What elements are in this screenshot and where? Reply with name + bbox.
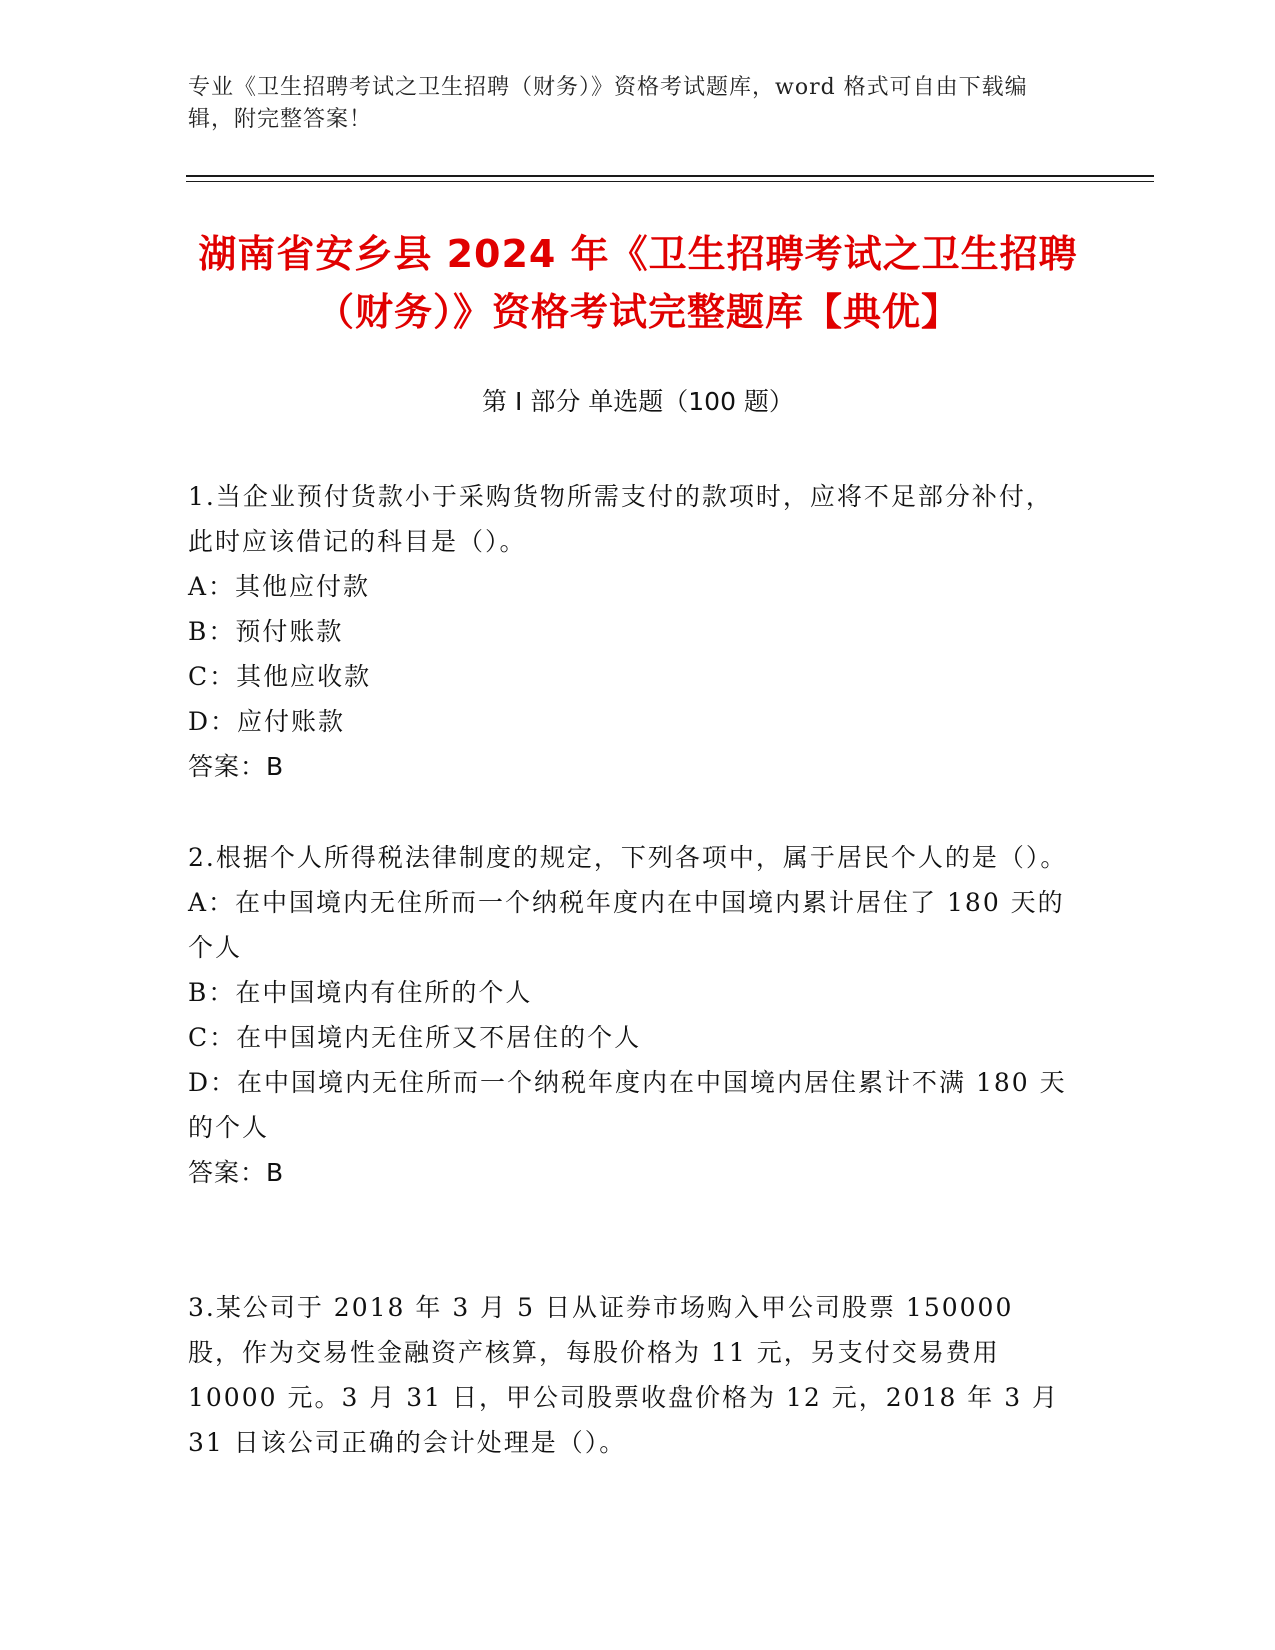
question-stem: 1.当企业预付货款小于采购货物所需支付的款项时，应将不足部分补付，此时应该借记的科目是（）。 bbox=[188, 482, 1053, 556]
header-divider-thick bbox=[186, 175, 1154, 177]
option-d: D：应付账款 bbox=[188, 707, 346, 736]
document-title: 湖南省安乡县 2024 年《卫生招聘考试之卫生招聘（财务）》资格考试完整题库【典优】 bbox=[198, 232, 1078, 334]
option-d: D：在中国境内无住所而一个纳税年度内在中国境内居住累计不满 180 天的个人 bbox=[188, 1068, 1067, 1142]
option-a: A：其他应付款 bbox=[188, 572, 371, 601]
option-c: C：在中国境内无住所又不居住的个人 bbox=[188, 1023, 642, 1052]
option-c: C：其他应收款 bbox=[188, 662, 372, 691]
header-divider-thin bbox=[186, 181, 1154, 182]
question-2 bbox=[188, 835, 1068, 1195]
question-1 bbox=[188, 474, 1068, 789]
question-3 bbox=[188, 1285, 1068, 1465]
question-stem: 3.某公司于 2018 年 3 月 5 日从证券市场购入甲公司股票 150000 股，作为交易性金融资产核算，每股价格为 11 元，另支付交易费用 10000 元。3 月 31 日，甲公司股票收盘价格为 12 元，2018 年 3 月 31 日该公司正确的会计处理是（）。 bbox=[188, 1293, 1060, 1457]
header-note: 专业《卫生招聘考试之卫生招聘（财务）》资格考试题库，word 格式可自由下载编辑，附完整答案！ bbox=[188, 75, 1028, 132]
option-b: B：在中国境内有住所的个人 bbox=[188, 978, 533, 1007]
section-title: 第 I 部分 单选题（100 题） bbox=[482, 387, 794, 416]
answer: 答案：B bbox=[188, 1158, 285, 1187]
option-a: A：在中国境内无住所而一个纳税年度内在中国境内累计居住了 180 天的个人 bbox=[188, 888, 1065, 962]
answer: 答案：B bbox=[188, 752, 285, 781]
option-b: B：预付账款 bbox=[188, 617, 344, 646]
question-stem: 2.根据个人所得税法律制度的规定，下列各项中，属于居民个人的是（）。 bbox=[188, 843, 1068, 872]
